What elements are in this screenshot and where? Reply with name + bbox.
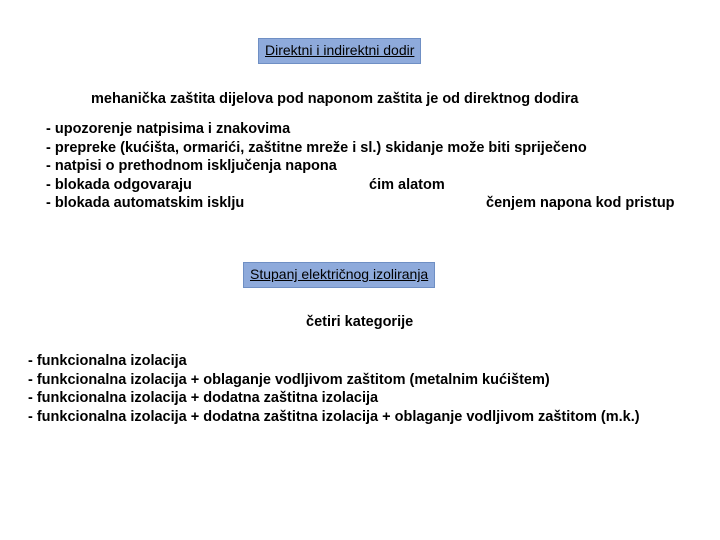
list-item: - funkcionalna izolacija + oblaganje vodljivom zaštitom (metalnim kućištem) [28,371,550,388]
section-subtitle-mechanical-protection: mehanička zaštita dijelova pod naponom zaštita je od direktnog dodira [91,91,579,107]
section-title-direct-contact: Direktni i indirektni dodir [258,38,421,64]
protection-measures-list [46,120,691,213]
list-item: - natpisi o prethodnom isključenja napona [46,158,337,174]
insulation-categories-list [28,352,718,426]
list-item: - funkcionalna izolacija + dodatna zaštitna izolacija [28,390,379,406]
section-subtitle-four-categories: četiri kategorije [306,314,414,330]
list-item: - upozorenje natpisima i znakovima [46,121,291,137]
list-item [46,176,691,195]
list-item-text: - blokada automatskim isklju [46,195,245,211]
list-item-fragment: ćim alatom [369,176,445,193]
list-item: - prepreke (kućišta, ormarići, zaštitne mreže i sl.) skidanje može biti spriječeno [46,139,587,156]
list-item: - funkcionalna izolacija [28,353,187,369]
list-item: - funkcionalna izolacija + dodatna zaštitna izolacija + oblaganje vodljivom zaštitom (m.k.) [28,408,640,425]
section-title-insulation-degree: Stupanj električnog izoliranja [243,262,435,288]
list-item-fragment: čenjem napona kod pristup [486,195,675,211]
list-item [46,194,691,213]
list-item-text: - blokada odgovaraju [46,176,192,193]
